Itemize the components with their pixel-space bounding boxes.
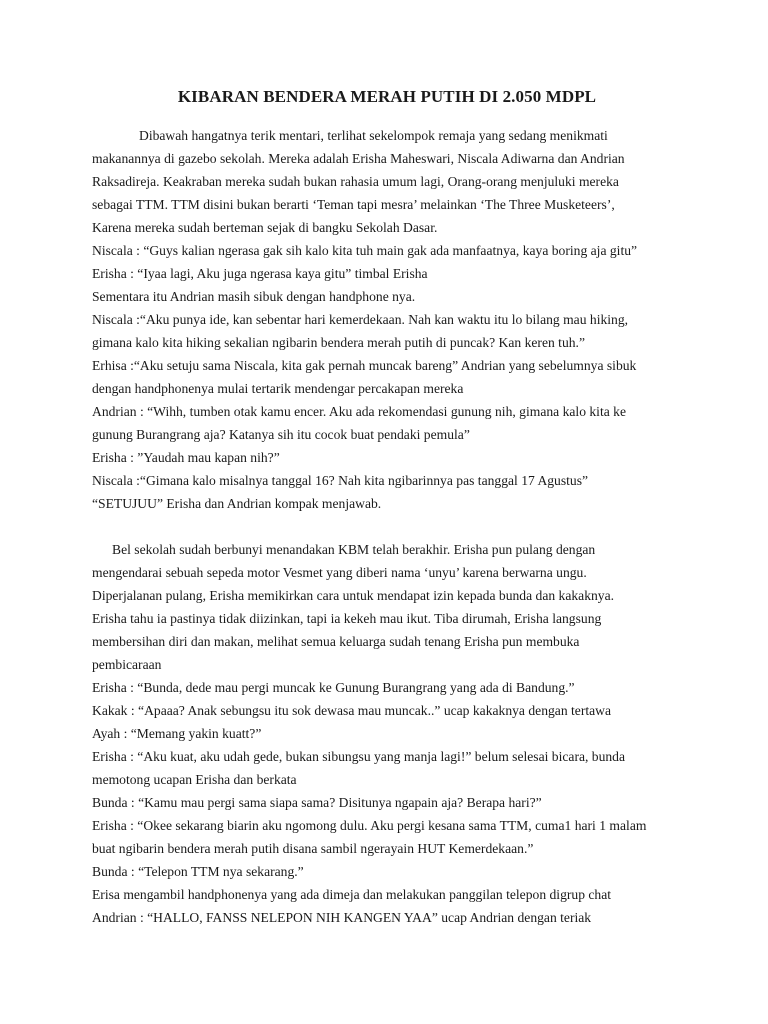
text-line: Diperjalanan pulang, Erisha memikirkan cara untuk mendapat izin kepada bunda dan kakaknya. xyxy=(92,588,615,603)
text-line: makanannya di gazebo sekolah. Mereka adalah Erisha Maheswari, Niscala Adiwarna dan Andrian xyxy=(92,151,625,166)
text-line: pembicaraan xyxy=(92,657,162,672)
text-line: Erisha : ”Yaudah mau kapan nih?” xyxy=(92,450,280,465)
text-line: Bunda : “Telepon TTM nya sekarang.” xyxy=(92,864,304,879)
text-line: Niscala : “Guys kalian ngerasa gak sih kalo kita tuh main gak ada manfaatnya, kaya boring aja gitu” xyxy=(92,243,638,258)
paragraph-block-2 xyxy=(92,538,682,929)
text-line: dengan handphonenya mulai tertarik mendengar percakapan mereka xyxy=(92,381,464,396)
text-line: buat ngibarin bendera merah putih disana sambil ngerayain HUT Kemerdekaan.” xyxy=(92,841,534,856)
document-page xyxy=(92,86,682,929)
text-line: Sementara itu Andrian masih sibuk dengan handphone nya. xyxy=(92,289,416,304)
text-line: Bunda : “Kamu mau pergi sama siapa sama? Disitunya ngapain aja? Berapa hari?” xyxy=(92,795,542,810)
text-line: Erhisa :“Aku setuju sama Niscala, kita gak pernah muncak bareng” Andrian yang sebelumnya sibuk xyxy=(92,358,637,373)
text-line: memotong ucapan Erisha dan berkata xyxy=(92,772,297,787)
text-line: Erisha tahu ia pastinya tidak diizinkan, tapi ia kekeh mau ikut. Tiba dirumah, Erisha langsung xyxy=(92,611,602,626)
text-line: membersihan diri dan makan, melihat semua keluarga sudah tenang Erisha pun membuka xyxy=(92,634,580,649)
text-line: sebagai TTM. TTM disini bukan berarti ‘Teman tapi mesra’ melainkan ‘The Three Musketeers’, xyxy=(92,197,615,212)
text-line: Andrian : “Wihh, tumben otak kamu encer. Aku ada rekomendasi gunung nih, gimana kalo kita ke xyxy=(92,404,626,419)
text-line: gunung Burangrang aja? Katanya sih itu cocok buat pendaki pemula” xyxy=(92,427,470,442)
text-line: Bel sekolah sudah berbunyi menandakan KBM telah berakhir. Erisha pun pulang dengan xyxy=(112,542,596,557)
text-line: Dibawah hangatnya terik mentari, terlihat sekelompok remaja yang sedang menikmati xyxy=(139,128,608,143)
text-line: Andrian : “HALLO, FANSS NELEPON NIH KANGEN YAA” ucap Andrian dengan teriak xyxy=(92,910,592,925)
text-line: Erisa mengambil handphonenya yang ada dimeja dan melakukan panggilan telepon digrup chat xyxy=(92,887,612,902)
paragraph-block-1 xyxy=(92,124,682,515)
text-line: Erisha : “Iyaa lagi, Aku juga ngerasa kaya gitu” timbal Erisha xyxy=(92,266,428,281)
text-line: mengendarai sebuah sepeda motor Vesmet yang diberi nama ‘unyu’ karena berwarna ungu. xyxy=(92,565,587,580)
text-line: Raksadireja. Keakraban mereka sudah bukan rahasia umum lagi, Orang-orang menjuluki mereka xyxy=(92,174,619,189)
document-title: KIBARAN BENDERA MERAH PUTIH DI 2.050 MDPL xyxy=(177,87,597,106)
text-line: Erisha : “Aku kuat, aku udah gede, bukan sibungsu yang manja lagi!” belum selesai bicara, bunda xyxy=(92,749,626,764)
text-line: Niscala :“Gimana kalo misalnya tanggal 16? Nah kita ngibarinnya pas tanggal 17 Agustus” xyxy=(92,473,589,488)
text-line: Erisha : “Bunda, dede mau pergi muncak ke Gunung Burangrang yang ada di Bandung.” xyxy=(92,680,575,695)
text-line: Niscala :“Aku punya ide, kan sebentar hari kemerdekaan. Nah kan waktu itu lo bilang mau hiking, xyxy=(92,312,629,327)
text-line: Ayah : “Memang yakin kuatt?” xyxy=(92,726,262,741)
text-line: Kakak : “Apaaa? Anak sebungsu itu sok dewasa mau muncak..” ucap kakaknya dengan tertawa xyxy=(92,703,612,718)
text-line: Erisha : “Okee sekarang biarin aku ngomong dulu. Aku pergi kesana sama TTM, cuma1 hari 1 malam xyxy=(92,818,647,833)
paragraph-spacer xyxy=(92,515,682,538)
text-line: gimana kalo kita hiking sekalian ngibarin bendera merah putih di puncak? Kan keren tuh.” xyxy=(92,335,585,350)
text-line: Karena mereka sudah berteman sejak di bangku Sekolah Dasar. xyxy=(92,220,438,235)
text-line: “SETUJUU” Erisha dan Andrian kompak menjawab. xyxy=(92,496,382,511)
